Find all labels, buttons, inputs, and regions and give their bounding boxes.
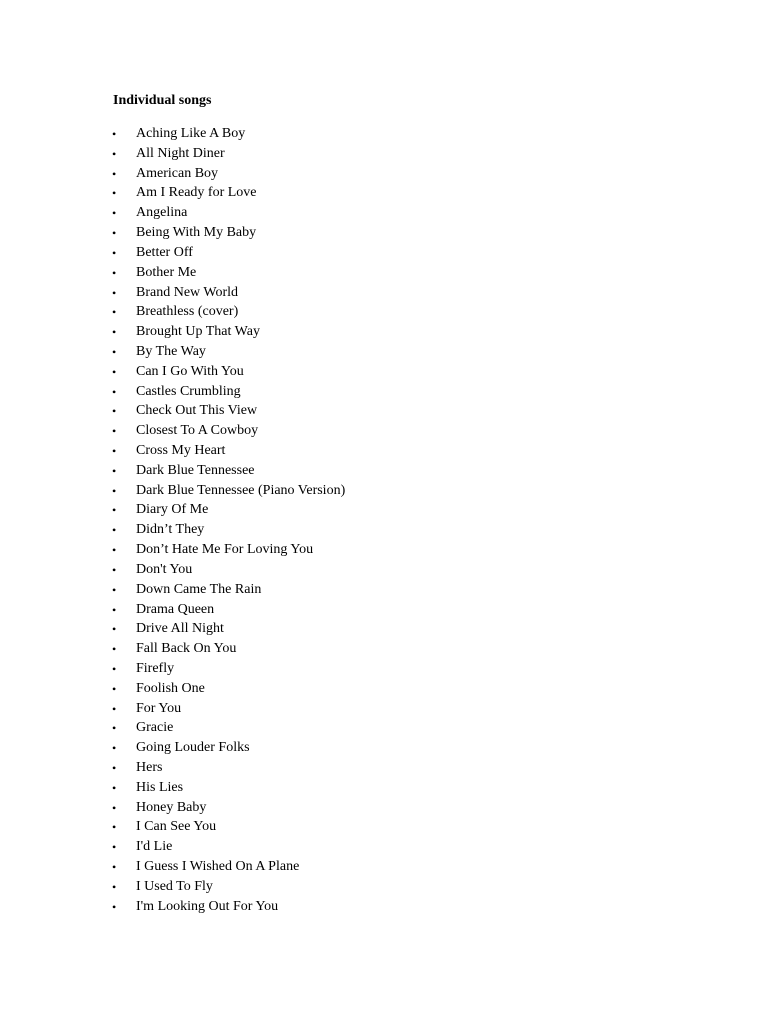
song-title: Bother Me — [136, 264, 197, 280]
song-title: Dark Blue Tennessee (Piano Version) — [136, 482, 346, 498]
bullet-icon: • — [112, 206, 117, 221]
bullet-icon: • — [112, 384, 117, 399]
song-title: Closest To A Cowboy — [136, 423, 259, 439]
song-title: Gracie — [136, 720, 174, 736]
bullet-icon: • — [112, 741, 117, 756]
song-title: Check Out This View — [136, 403, 258, 419]
song-title: Am I Ready for Love — [136, 185, 257, 201]
song-title: Castles Crumbling — [136, 383, 241, 399]
bullet-icon: • — [112, 325, 117, 340]
bullet-icon: • — [112, 503, 117, 518]
song-title: His Lies — [136, 779, 184, 795]
bullet-icon: • — [112, 344, 117, 359]
bullet-icon: • — [112, 701, 117, 716]
bullet-icon: • — [112, 444, 117, 458]
song-title: Diary Of Me — [136, 502, 209, 518]
bullet-icon: • — [112, 622, 117, 637]
bullet-icon: • — [112, 166, 117, 181]
song-title: I'd Lie — [136, 839, 173, 855]
song-title: I Can See You — [136, 819, 217, 835]
bullet-icon: • — [112, 463, 117, 478]
song-title: I'm Looking Out For You — [136, 898, 279, 914]
song-title: Didn’t They — [136, 522, 205, 538]
bullet-icon: • — [112, 800, 117, 815]
bullet-icon: • — [112, 661, 117, 676]
bullet-icon: • — [112, 285, 117, 300]
bullet-icon: • — [112, 127, 117, 141]
song-title: I Used To Fly — [136, 878, 213, 894]
song-title: Going Louder Folks — [136, 740, 250, 756]
bullet-icon: • — [112, 879, 117, 894]
song-title: American Boy — [136, 165, 219, 181]
song-title: Drama Queen — [136, 601, 215, 617]
song-title: Better Off — [136, 244, 193, 260]
bullet-icon: • — [112, 820, 117, 835]
bullet-icon: • — [112, 305, 117, 320]
bullet-icon: • — [112, 840, 117, 855]
song-title: Don’t Hate Me For Loving You — [136, 542, 314, 558]
bullet-icon: • — [112, 543, 117, 558]
song-title: For You — [136, 700, 182, 716]
song-title: All Night Diner — [136, 145, 225, 161]
bullet-icon: • — [112, 146, 117, 161]
song-title: Dark Blue Tennessee — [136, 462, 255, 478]
bullet-icon: • — [112, 424, 117, 439]
song-title: Aching Like A Boy — [136, 126, 246, 141]
song-title: Foolish One — [136, 680, 205, 696]
bullet-icon: • — [112, 780, 117, 795]
bullet-icon: • — [112, 245, 117, 260]
song-title: Down Came The Rain — [136, 581, 262, 597]
song-title: Can I Go With You — [136, 363, 244, 379]
bullet-icon: • — [112, 265, 117, 280]
bullet-icon: • — [112, 523, 117, 538]
bullet-icon: • — [112, 642, 117, 657]
bullet-icon: • — [112, 364, 117, 379]
bullet-icon: • — [112, 404, 117, 419]
bullet-icon: • — [112, 186, 117, 201]
section-heading: Individual songs — [113, 93, 212, 108]
bullet-icon: • — [112, 860, 117, 875]
song-title: Don't You — [136, 561, 193, 577]
bullet-icon: • — [112, 681, 117, 696]
song-title: Cross My Heart — [136, 443, 226, 458]
song-title: Breathless (cover) — [136, 304, 239, 320]
song-title: Hers — [136, 760, 163, 775]
song-title: Firefly — [136, 660, 175, 676]
song-title: Brand New World — [136, 284, 239, 300]
song-title: I Guess I Wished On A Plane — [136, 859, 300, 875]
bullet-icon: • — [112, 761, 117, 775]
bullet-icon: • — [112, 582, 117, 597]
song-title: Honey Baby — [136, 799, 207, 815]
bullet-icon: • — [112, 226, 117, 241]
bullet-icon: • — [112, 483, 117, 498]
song-title: Fall Back On You — [136, 641, 237, 657]
bullet-icon: • — [112, 602, 117, 617]
bullet-icon: • — [112, 562, 117, 577]
bullet-icon: • — [112, 899, 117, 914]
song-title: Angelina — [136, 205, 188, 221]
song-title: Brought Up That Way — [136, 324, 260, 340]
song-title: Drive All Night — [136, 621, 224, 637]
bullet-icon: • — [112, 721, 117, 736]
song-title: Being With My Baby — [136, 225, 257, 241]
song-title: By The Way — [136, 343, 206, 359]
